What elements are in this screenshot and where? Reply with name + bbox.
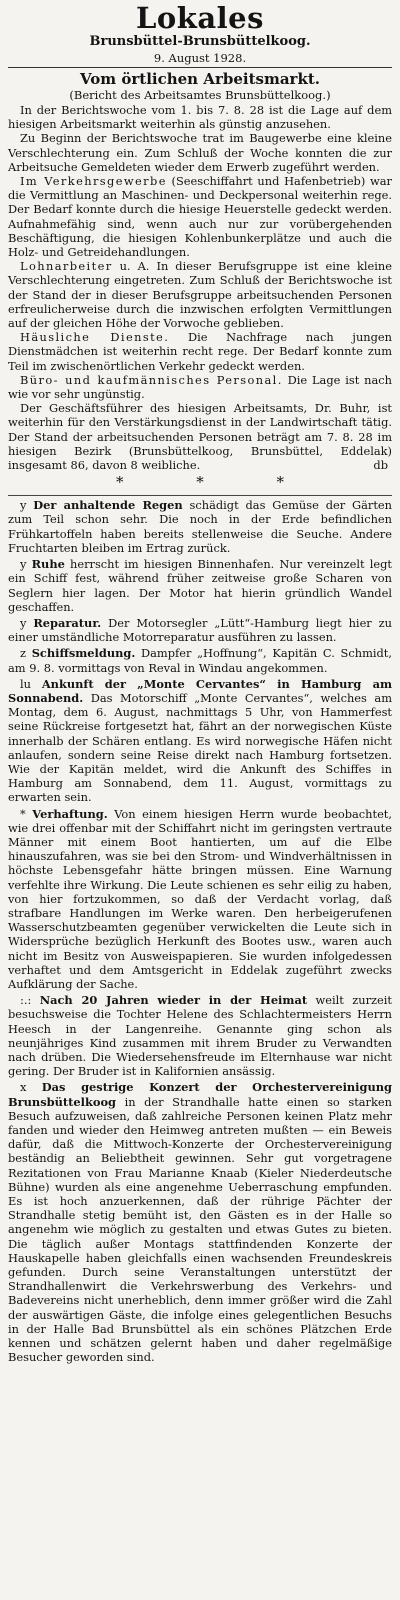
news-items [8, 498, 392, 1364]
item-mark: y [20, 498, 27, 513]
item-mark: lu [20, 676, 31, 691]
item-mark: y [20, 557, 27, 572]
paragraph: Zu Beginn der Berichtswoche trat im Baugewerbe eine kleine Verschlechterung ein. Zum Schluß der Woche konnten die zur Arbeitsuche Gemeldeten wieder dem Erwerb zugeführt werden. [8, 131, 392, 174]
article-headline: Vom örtlichen Arbeitsmarkt. [80, 70, 320, 88]
divider [8, 495, 392, 496]
star-separator: * * * [115, 473, 319, 492]
item-mark: x [20, 1080, 27, 1095]
paragraph: Im Verkehrsgewerbe (Seeschiffahrt und Hafenbetrieb) war die Vermittlung an Maschinen- und Deckpersonal weiterhin rege. Der Bedarf konnte durch die hiesige Heuerstelle gedeckt werden. Aufnahmefähig sind, wenn auch nur zur vorübergehenden Beschäftigung, die hiesigen Kohlenbunkerplätze und auch die Holz- und Getreidehandlungen. [8, 174, 392, 260]
item-mark: y [20, 615, 27, 630]
item-mark: :.: [20, 993, 32, 1008]
item-mark: z [20, 646, 27, 661]
divider [8, 67, 392, 68]
news-item: y Der anhaltende Regen schädigt das Gemüse der Gärten zum Teil schon sehr. Die noch in der Erde befindlichen Frühkartoffeln haben bereits stellenweise die Seuche. Andere Fruchtarten bleiben im Ertrag zurück. [8, 498, 393, 555]
newspaper-page [8, 0, 392, 1364]
news-item: lu Ankunft der „Monte Cervantes“ in Hamburg am Sonnabend. Das Motorschiff „Monte Cervantes“, welches am Montag, dem 6. August, nachmittags 5 Uhr, von Hammerfest seine Rückreise fortgesetzt hat, fährt an der norwegischen Küste innerhalb der Schären entlang. Es wird norwegische Häfen nicht anlaufen, sondern seine Reise direkt nach Hamburg fortsetzen. Wie der Kapitän meldet, wird die Ankunft des Schiffes in Hamburg am Sonnabend, dem 11. August, vormittags zu erwarten sein. [8, 676, 393, 805]
item-lead: Reparatur. [33, 615, 102, 630]
news-item: x Das gestrige Konzert der Orchestervereinigung Brunsbüttelkoog in der Strandhalle hatte einen so starken Besuch aufzuweisen, daß zahlreiche Personen keinen Platz mehr fanden und wieder den Heimweg antreten mußten — ein Beweis dafür, daß die Mittwoch-Konzerte der Orchestervereinigung beständig an Beliebtheit gewinnen. Sehr gut vorgetragene Rezitationen von Frau Marianne Knaab (Kieler Niederdeutsche Bühne) wurden als eine angenehme Ueberraschung empfunden. Es ist hoch anzuerkennen, daß der rührige Pächter der Strandhalle stetig bemüht ist, den Gästen es in der Halle so angenehm wie möglich zu gestalten und etwas Gutes zu bieten. Die täglich außer Montags stattfindenden Konzerte der Hauskapelle haben gleichfalls einen wachsenden Freundeskreis gefunden. Durch seine Veranstaltungen unterstützt der Strandhallenwirt die Verkehrswerbung des Verkehrs- und Badevereins nicht unerheblich, denn immer größer wird die Zahl der auswärtigen Gäste, die infolge eines gelegentlichen Besuchs in der Halle Bad Brunsbüttel als ein schönes Plätzchen Erde kennen und schätzen gelernt haben und daher regelmäßige Besucher geworden sind. [8, 1080, 393, 1365]
author-signature: db [373, 458, 388, 473]
paragraph: Der Geschäftsführer des hiesigen Arbeitsamts, Dr. Buhr, ist weiterhin für den Verstärkungsdienst in der Landwirtschaft tätig. Der Stand der arbeitsuchenden Personen beträgt am 7. 8. 28 im hiesigen Bezirk (Brunsbüttelkoog, Brunsbüttel, Eddelak) insgesamt 86, davon 8 weibliche. db [8, 401, 392, 473]
section-lead: Im Verkehrsgewerbe [20, 174, 167, 189]
masthead [8, 2, 392, 66]
paragraph: Lohnarbeiter u. A. In dieser Berufsgruppe ist eine kleine Verschlechterung eingetreten. Zum Schluß der Berichtswoche ist der Stand der in dieser Berufsgruppe arbeitsuchenden Personen erfreulicherweise durch die inzwischen erfolgten Vermittlungen auf der gleichen Höhe der Vorwoche geblieben. [8, 259, 392, 331]
item-mark: * [20, 806, 26, 821]
item-lead: Das gestrige Konzert der Orchestervereinigung Brunsbüttelkoog [8, 1080, 393, 1109]
section-lead: Lohnarbeiter [20, 259, 113, 274]
section-lead: Häusliche Dienste. [20, 330, 170, 345]
article-arbeitsmarkt [8, 71, 392, 472]
news-item: y Reparatur. Der Motorsegler „Lütt“-Hamburg liegt hier zu einer umständliche Motorreparatur ausführen zu lassen. [8, 615, 392, 645]
paragraph: Büro- und kaufmännisches Personal. Die Lage ist nach wie vor sehr ungünstig. [8, 372, 392, 402]
article-subhead: (Bericht des Arbeitsamtes Brunsbüttelkoog.) [69, 88, 331, 102]
news-item: :.: Nach 20 Jahren wieder in der Heimat weilt zurzeit besuchsweise die Tochter Helene des Schlachtermeisters Herrn Heesch in der Langenreihe. Genannte ging schon als neunjähriges Kind zusammen mit ihrem Bruder zu Verwandten nach drüben. Die Wiedersehensfreude im Elternhause war nicht gering. Der Bruder ist in Kalifornien ansässig. [8, 993, 393, 1079]
item-lead: Der anhaltende Regen [33, 498, 183, 513]
location-subtitle: Brunsbüttel-Brunsbüttelkoog. [89, 34, 311, 49]
news-item: y Ruhe herrscht im hiesigen Binnenhafen. Nur vereinzelt legt ein Schiff fest, während früher zeitweise große Scharen von Seglern hier lagen. Der Motor hat hierin gründlich Wandel geschaffen. [8, 557, 392, 614]
news-item: z Schiffsmeldung. Dampfer „Hoffnung“, Kapitän C. Schmidt, am 9. 8. vormittags von Reval in Windau angekommen. [8, 646, 392, 675]
item-lead: Nach 20 Jahren wieder in der Heimat [39, 993, 308, 1008]
item-lead: Schiffsmeldung. [31, 646, 136, 661]
section-lead: Büro- und kaufmännisches Personal. [20, 372, 283, 387]
issue-date: 9. August 1928. [153, 51, 247, 65]
paragraph: In der Berichtswoche vom 1. bis 7. 8. 28 ist die Lage auf dem hiesigen Arbeitsmarkt weiterhin als günstig anzusehen. [8, 103, 392, 132]
item-lead: Ruhe [31, 557, 65, 572]
item-lead: Verhaftung. [32, 806, 108, 821]
paragraph: Häusliche Dienste. Die Nachfrage nach jungen Dienstmädchen ist weiterhin recht rege. Der Bedarf konnte zum Teil im zwischenörtlichen Verkehr gedeckt werden. [8, 330, 393, 373]
item-lead: Ankunft der „Monte Cervantes“ in Hamburg am Sonnabend. [8, 676, 393, 705]
section-title: Lokales [136, 1, 264, 35]
news-item: * Verhaftung. Von einem hiesigen Herrn wurde beobachtet, wie drei offenbar mit der Schiffahrt nicht im geringsten vertraute Männer mit einem Boot hantierten, um auf die Elbe hinauszufahren, was sie bei den Strom- und Windverhältnissen in höchste Lebensgefahr hätte bringen müssen. Eine Warnung verfehlte ihre Wirkung. Die Leute schienen es sehr eilig zu haben, von hier fortzukommen, so daß der Verdacht vorlag, daß strafbare Handlungen im Werke waren. Den herbeigerufenen Wasserschutzbeamten gegenüber verwickelten die Leute sich in Widersprüche bezüglich Herkunft des Bootes usw., waren auch nicht im Besitz von Ausweispapieren. Sie wurden infolgedessen verhaftet und dem Amtsgericht in Eddelak zugeführt zwecks Aufklärung der Sache. [8, 806, 393, 991]
